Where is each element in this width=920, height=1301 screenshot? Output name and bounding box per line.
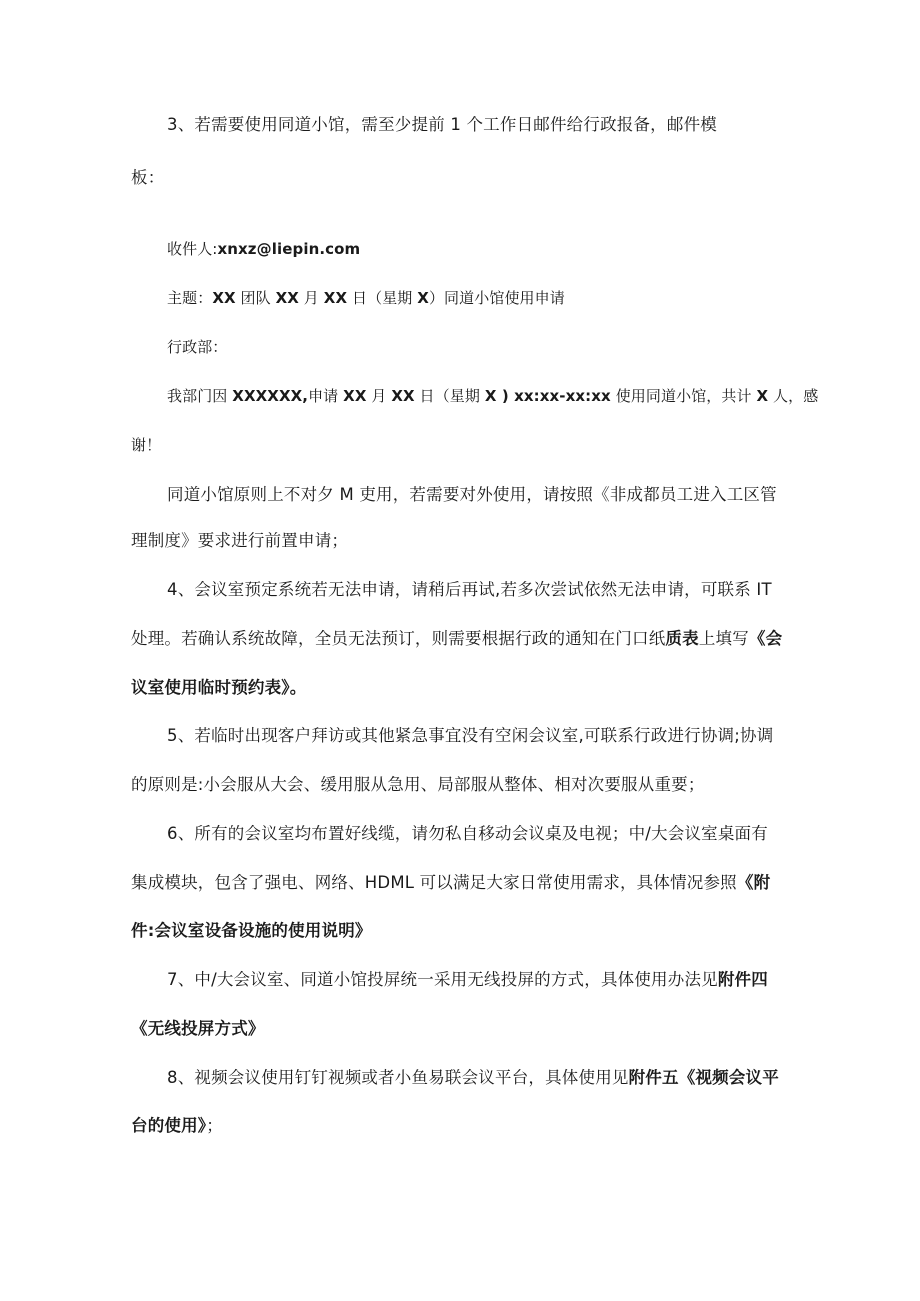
item-5-line-1: 5、若临时出现客户拜访或其他紧急事宜没有空闲会议室,可联系行政进行协调;协调 [167, 726, 774, 745]
note-line-2: 理制度》要求进行前置申请； [131, 531, 349, 550]
item-8-attachment-title: 台的使用》 [131, 1116, 207, 1135]
note-line-1: 同道小馆原则上不对夕 M 吏用，若需要对外使用，请按照《非成都员工进入工区管 [167, 485, 777, 504]
item-6-line-1: 6、所有的会议室均布置好线缆，请勿私自移动会议桌及电视；中/大会议室桌面有 [167, 824, 768, 843]
item-4-text: 处理。若确认系统故障，全员无法预订，则需要根据行政的通知在门口纸 [131, 629, 666, 648]
item-6-text: 集成模块，包含了强电、网络、HDML 可以满足大家日常使用需求，具体情况参照 [131, 873, 737, 892]
item-7-text: 7、中/大会议室、同道小馆投屏统一采用无线投屏的方式，具体使用办法见 [167, 970, 718, 989]
item-4-bold: 《会 [748, 629, 783, 648]
body-text: 申请 [308, 387, 344, 405]
email-subject [167, 287, 565, 309]
item-7-line-1 [167, 969, 768, 991]
email-body-line-2: 谢！ [131, 436, 162, 454]
recipient-email: xnxz@liepin.com [217, 240, 361, 258]
item-7-line-2 [131, 1018, 265, 1040]
subject-label: 主题： [167, 289, 213, 307]
recipient-label: 收件人: [167, 240, 218, 258]
body-text: 日（星期 [414, 387, 485, 405]
item-8-bold: 附件五《视频会议平 [628, 1068, 779, 1087]
item-7-bold: 附件四 [717, 970, 768, 989]
item-3-line-1: 3、若需要使用同道小馆，需至少提前 1 个工作日邮件给行政报备，邮件模 [167, 115, 717, 134]
body-text: 我部门因 [167, 387, 233, 405]
subject-text: 月 [298, 289, 324, 307]
subject-text: ）同道小馆使用申请 [428, 289, 565, 307]
body-time: X ) xx:xx-xx:xx [484, 387, 611, 405]
body-count: X [756, 387, 769, 405]
body-month: XX [343, 387, 367, 405]
subject-month: XX [275, 289, 299, 307]
subject-text: 日（星期 [347, 289, 418, 307]
email-recipient [167, 238, 360, 260]
item-6-line-2 [131, 872, 770, 894]
item-5-line-2: 的原则是:小会服从大会、缓用服从急用、局部服从整体、相对次要服从重要； [131, 775, 705, 794]
body-text: 人，感 [768, 387, 819, 405]
subject-day: XX [323, 289, 348, 307]
item-3-line-2: 板： [131, 168, 165, 187]
item-4-line-2 [131, 628, 782, 650]
body-day: XX [391, 387, 415, 405]
body-text: 月 [366, 387, 392, 405]
item-8-line-1 [167, 1067, 779, 1089]
subject-team: XX [212, 289, 236, 307]
email-body-line-1 [167, 385, 818, 407]
item-8-text: 8、视频会议使用钉钉视频或者小鱼易联会议平台，具体使用见 [167, 1068, 629, 1087]
subject-weekday: X [417, 289, 429, 307]
item-6-bold: 《附 [736, 873, 771, 892]
item-4-text: 上填写 [698, 629, 749, 648]
item-4-form-title: 议室使用临时预约表》。 [131, 678, 307, 697]
body-text: 使用同道小馆，共计 [610, 387, 757, 405]
item-4-bold: 质表 [665, 629, 699, 648]
item-6-line-3 [131, 920, 372, 942]
item-4-line-3 [131, 677, 306, 699]
item-8-line-2 [131, 1115, 223, 1137]
item-7-attachment-title: 《无线投屏方式》 [131, 1019, 265, 1038]
item-6-attachment-title: 件:会议室设备设施的使用说明》 [131, 921, 372, 940]
item-8-text: ； [206, 1116, 223, 1135]
item-4-line-1: 4、会议室预定系统若无法申请，请稍后再试,若多次尝试依然无法申请，可联系 IT [167, 580, 772, 599]
subject-text: 团队 [235, 289, 276, 307]
body-dept: XXXXXX, [232, 387, 309, 405]
email-greeting: 行政部： [167, 338, 228, 356]
